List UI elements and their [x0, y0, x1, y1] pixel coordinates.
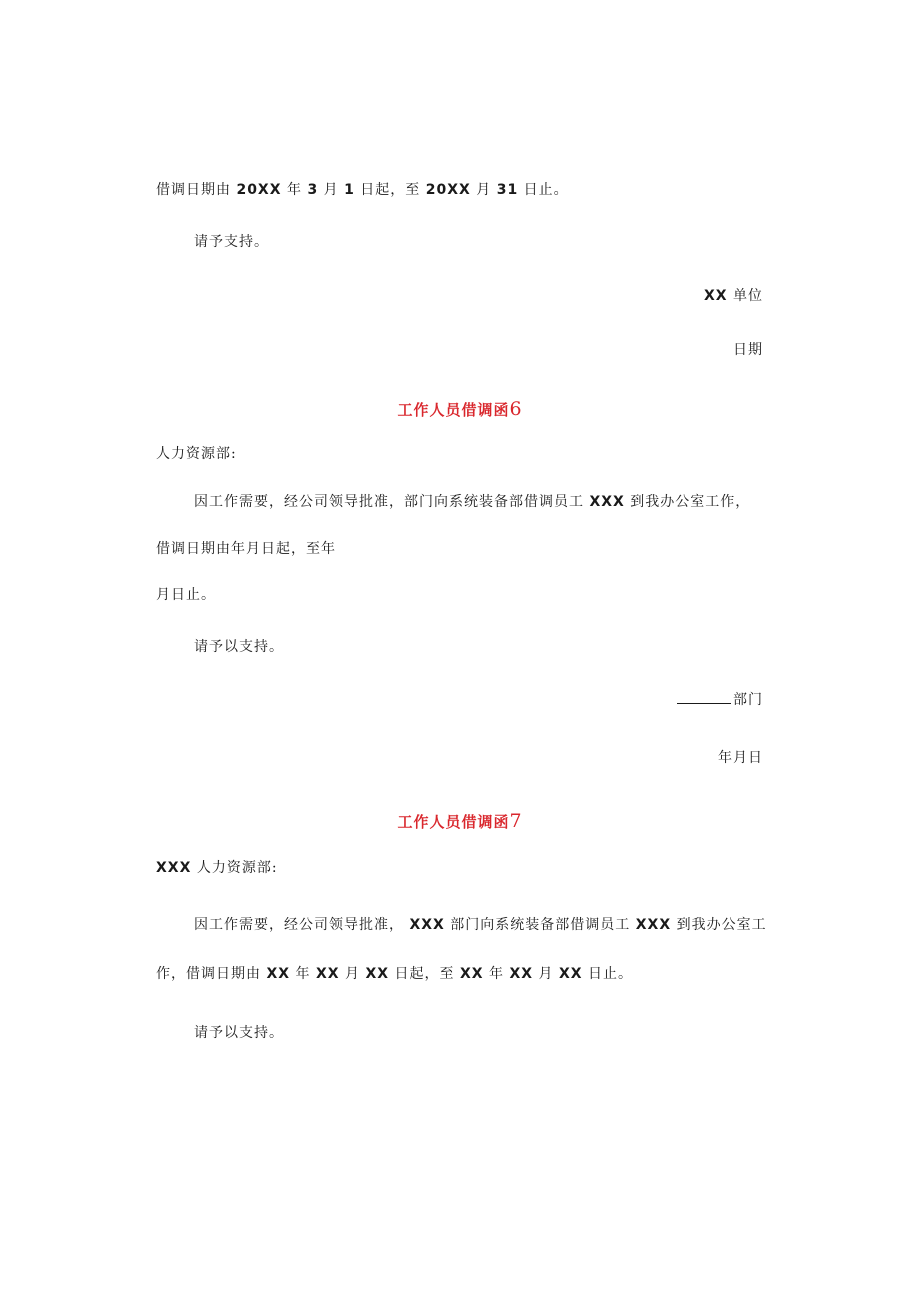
- end-year-value: 20XX: [425, 182, 471, 198]
- month-placeholder: XX: [315, 966, 340, 982]
- letter6-body-line3: 月日止。: [156, 587, 216, 603]
- salutation-text: 人力资源部:: [196, 860, 278, 876]
- text: 因工作需要，经公司领导批准，: [194, 917, 404, 933]
- letter6-body-line2: 借调日期由年月日起，至年: [156, 541, 336, 557]
- letter6-date: 年月日: [718, 750, 763, 766]
- text: 日起，至: [394, 966, 455, 982]
- letter6-body-line1: [194, 492, 750, 512]
- text: 日止。: [588, 966, 633, 982]
- signature-blank-line: [677, 691, 731, 704]
- text: 因工作需要，经公司领导批准，部门向系统装备部借调员工: [194, 494, 584, 510]
- employee-placeholder: XXX: [589, 494, 625, 510]
- letter7-closing: 请予以支持。: [194, 1025, 284, 1041]
- letter7-body-line1: [194, 915, 767, 935]
- text: 部门向系统装备部借调员工: [450, 917, 631, 933]
- signature-placeholder: XX: [703, 288, 728, 304]
- signature-text: 单位: [733, 288, 763, 304]
- end-month-placeholder: XX: [509, 966, 534, 982]
- text: 借调日期由: [156, 182, 231, 198]
- text: 年: [489, 966, 504, 982]
- end-day-placeholder: XX: [558, 966, 583, 982]
- title-number: 7: [509, 810, 523, 832]
- title-number: 6: [509, 398, 523, 420]
- end-year-placeholder: XX: [459, 966, 484, 982]
- letter7-salutation: [156, 858, 278, 878]
- month-value: 3: [307, 182, 319, 198]
- day-value: 1: [344, 182, 355, 198]
- signature-text: 部门: [733, 692, 763, 708]
- year-placeholder: XX: [266, 966, 291, 982]
- text: 月: [323, 182, 339, 198]
- letter7-title: [0, 810, 920, 833]
- text: 月: [538, 966, 554, 982]
- title-text: 工作人员借调函: [397, 813, 510, 831]
- letter7-body-line2: [156, 964, 633, 984]
- text: 月: [476, 182, 492, 198]
- letter5-signature: [704, 286, 763, 306]
- text: 作，借调日期由: [156, 966, 261, 982]
- text: 年: [295, 966, 311, 982]
- text: 年: [286, 182, 302, 198]
- text: 月: [345, 966, 360, 982]
- letter6-salutation: 人力资源部:: [156, 446, 237, 462]
- letter6-title: [0, 398, 920, 421]
- text: 到我办公室工: [676, 917, 767, 933]
- letter5-closing: 请予支持。: [194, 234, 269, 250]
- letter5-date: 日期: [733, 342, 763, 358]
- day-placeholder: XX: [365, 966, 390, 982]
- text: 日止。: [523, 182, 569, 198]
- letter6-closing: 请予以支持。: [194, 639, 284, 655]
- letter5-date-line: [156, 180, 569, 200]
- year-value: 20XX: [236, 182, 282, 198]
- text: 到我办公室工作，: [630, 494, 751, 510]
- department-placeholder: XXX: [409, 917, 445, 933]
- letter6-signature: [677, 690, 763, 710]
- employee-placeholder: XXX: [635, 917, 672, 933]
- title-text: 工作人员借调函: [397, 401, 510, 419]
- recipient-placeholder: XXX: [156, 860, 192, 876]
- text: 日起，至: [360, 182, 421, 198]
- end-day-value: 31: [496, 182, 519, 198]
